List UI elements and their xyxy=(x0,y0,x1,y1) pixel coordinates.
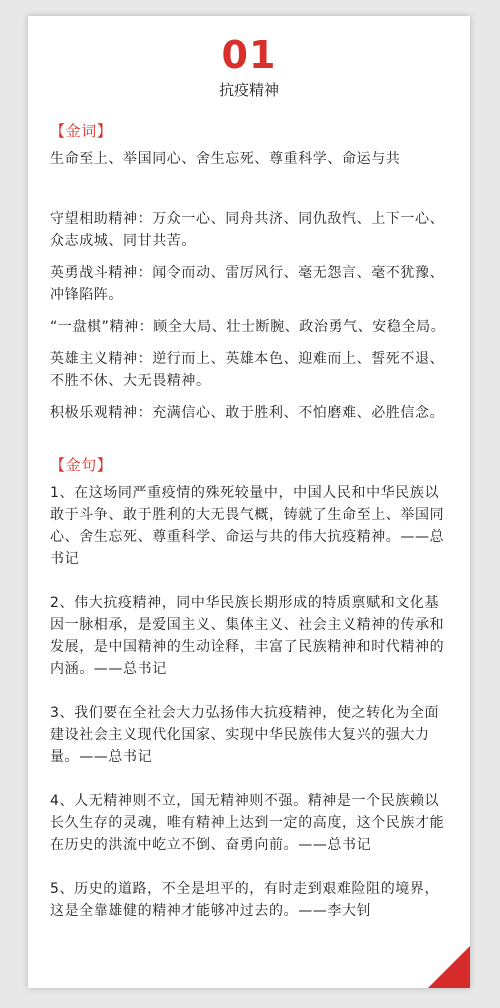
keyword-item: 守望相助精神：万众一心、同舟共济、同仇敌忾、上下一心、众志成城、同甘共苦。 xyxy=(50,211,445,249)
keyword-item: 积极乐观精神：充满信心、敢于胜利、不怕磨难、必胜信念。 xyxy=(50,405,445,421)
quote-item: 1、在这场同严重疫情的殊死较量中，中国人民和中华民族以敢于斗争、敢于胜利的大无畏气概，铸就了生命至上、举国同心、舍生忘死、尊重科学、命运与共的伟大抗疫精神。——总书记 xyxy=(50,485,445,567)
section-number: 01 xyxy=(221,33,277,77)
keyword-item: 英勇战斗精神：闻令而动、雷厉风行、毫无怨言、毫不犹豫、冲锋陷阵。 xyxy=(50,265,445,303)
corner-triangle-decoration xyxy=(428,946,470,988)
keyword-item: 英雄主义精神：逆行而上、英雄本色、迎难而上、誓死不退、不胜不休、大无畏精神。 xyxy=(50,351,445,389)
section-label-keywords: 【金词】 xyxy=(50,122,113,140)
quote-item: 4、人无精神则不立，国无精神则不强。精神是一个民族赖以长久生存的灵魂，唯有精神上达到一定的高度，这个民族才能在历史的洪流中屹立不倒、奋勇向前。——总书记 xyxy=(50,793,445,853)
section-label-quotes: 【金句】 xyxy=(50,456,113,474)
article-body xyxy=(50,120,448,922)
keywords-line: 生命至上、举国同心、舍生忘死、尊重科学、命运与共 xyxy=(50,151,401,167)
quote-item: 2、伟大抗疫精神，同中华民族长期形成的特质禀赋和文化基因一脉相承，是爱国主义、集体主义、社会主义精神的传承和发展，是中国精神的生动诠释，丰富了民族精神和时代精神的内涵。——总书记 xyxy=(50,595,445,677)
quote-item: 3、我们要在全社会大力弘扬伟大抗疫精神，使之转化为全面建设社会主义现代化国家、实现中华民族伟大复兴的强大力量。——总书记 xyxy=(50,705,440,765)
page-title: 抗疫精神 xyxy=(218,81,279,99)
keyword-item: “一盘棋”精神：顾全大局、壮士断腕、政治勇气、安稳全局。 xyxy=(50,319,446,335)
quote-item: 5、历史的道路，不全是坦平的，有时走到艰难险阻的境界，这是全靠雄健的精神才能够冲过去的。——李大钊 xyxy=(50,881,440,919)
article-card xyxy=(28,16,470,988)
